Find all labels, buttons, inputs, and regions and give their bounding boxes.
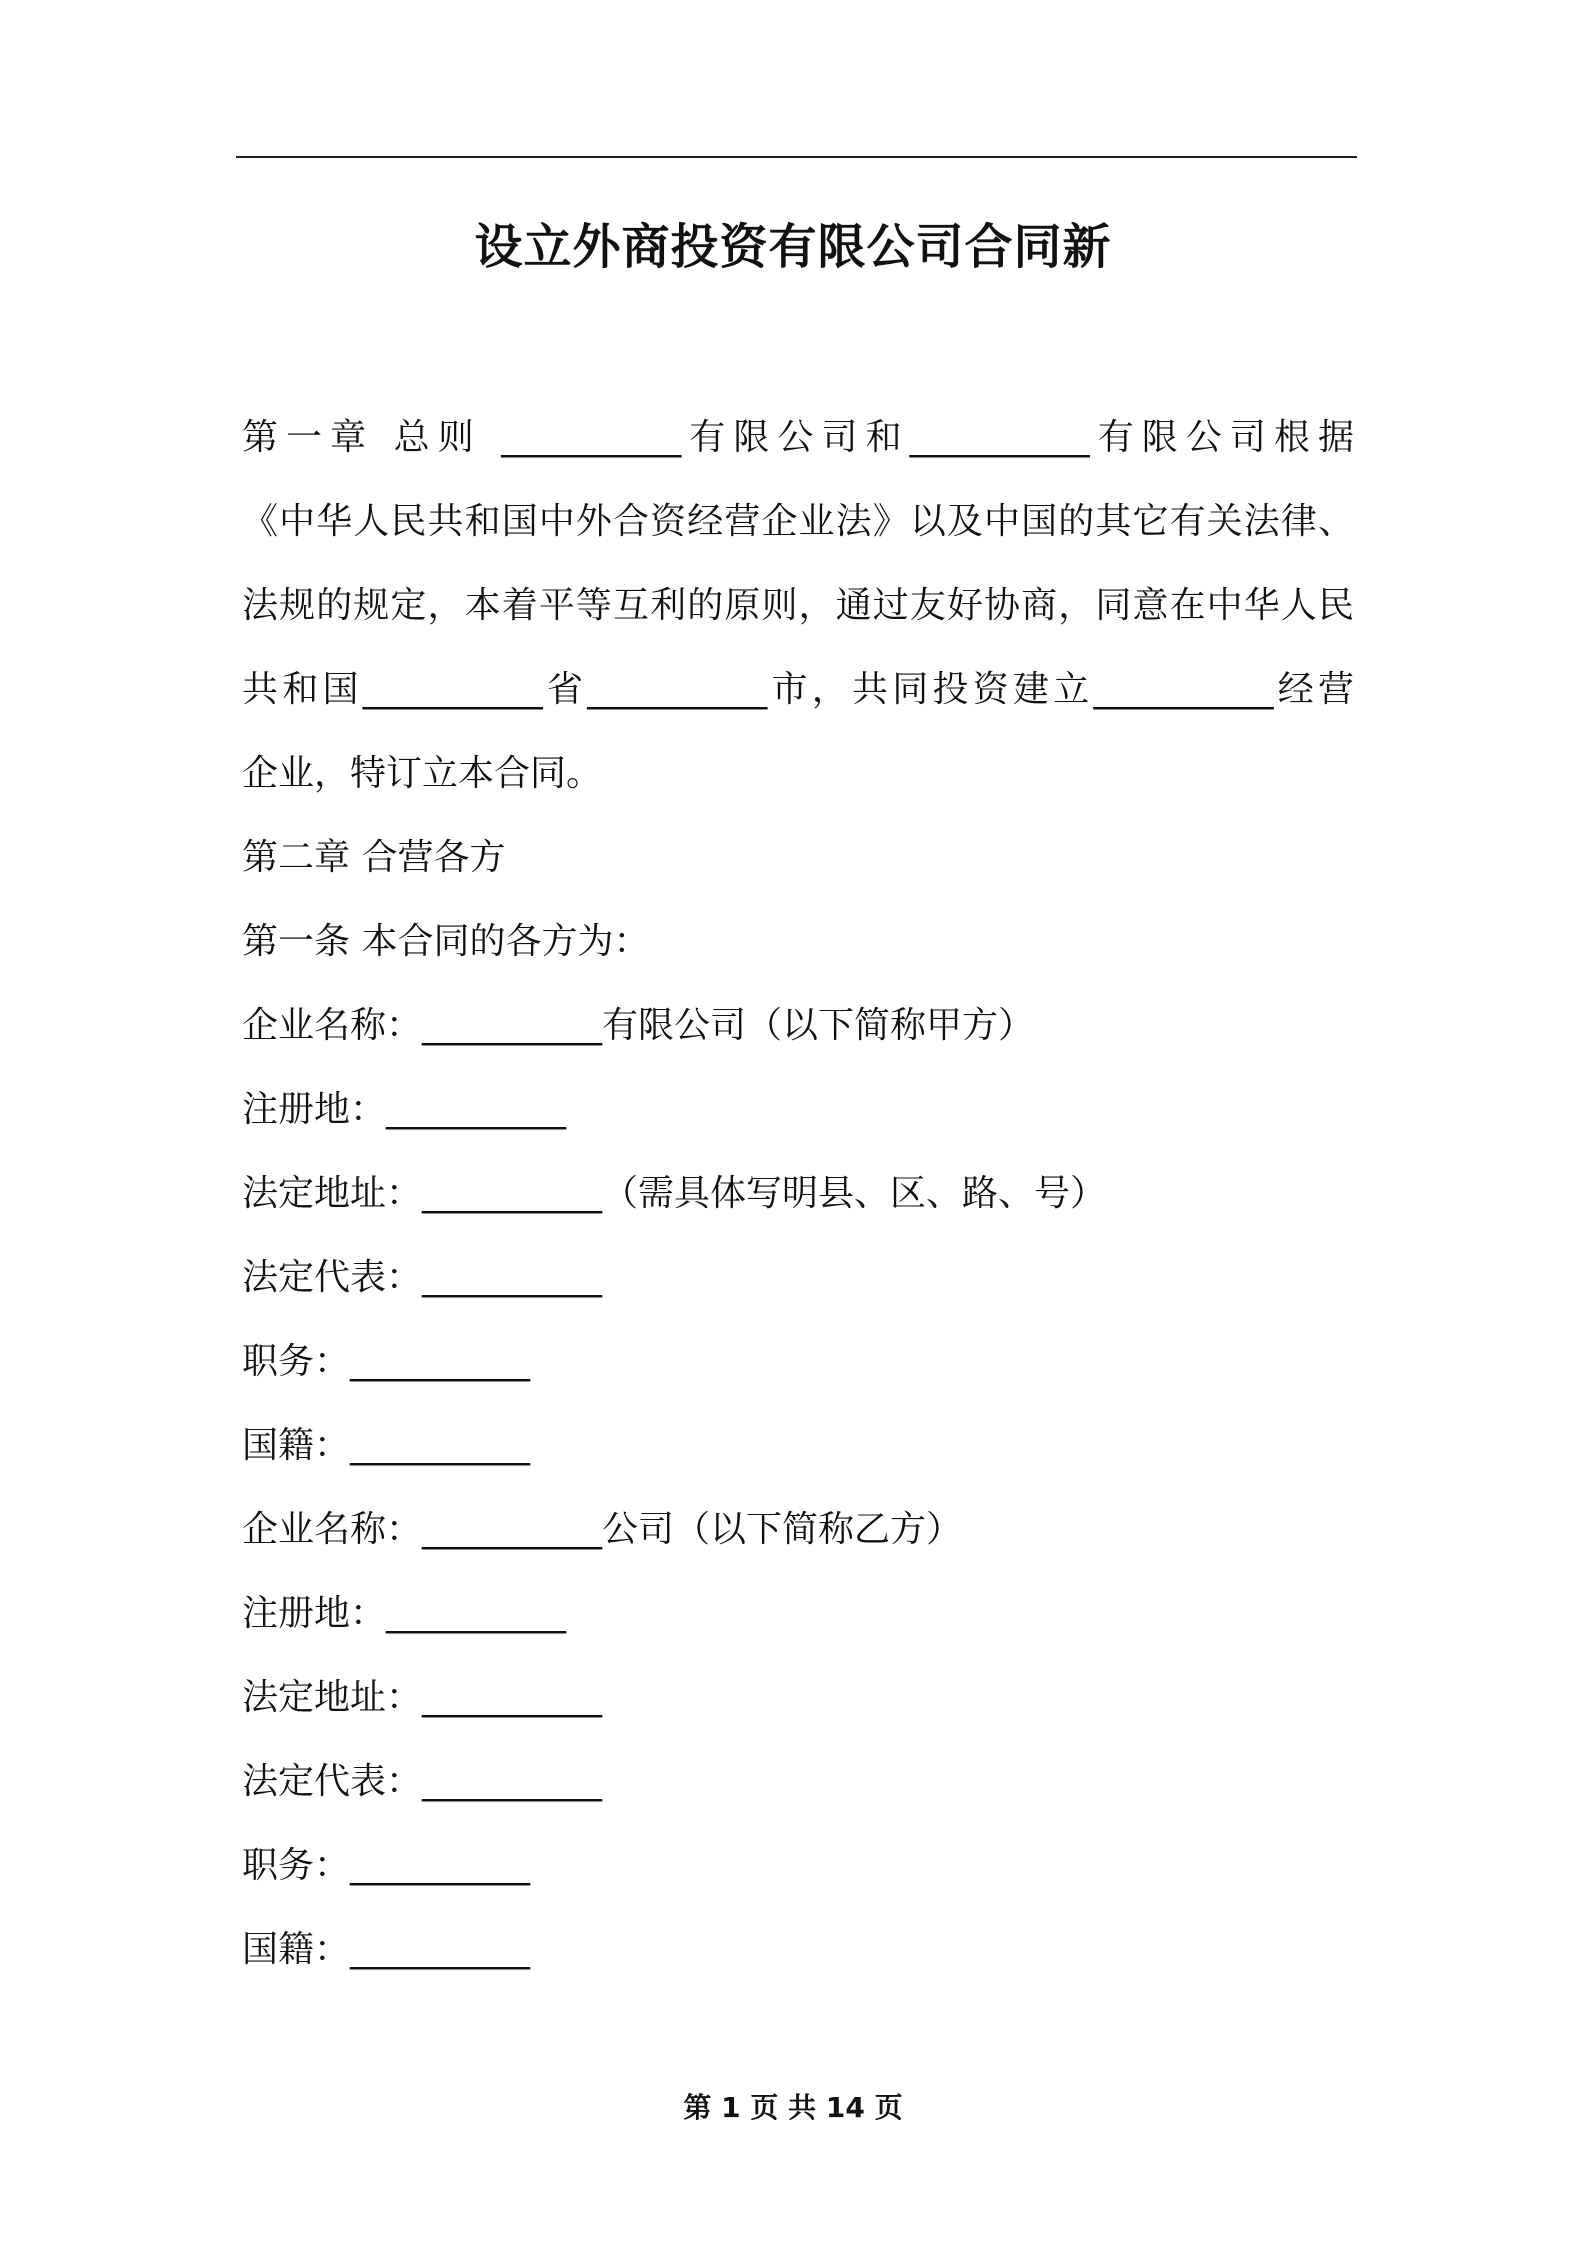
paragraph-line: 企业，特订立本合同。 [242, 753, 603, 794]
form-field-registered-place-b: 注册地：__________ [242, 1593, 567, 1634]
form-field-position-b: 职务：__________ [242, 1845, 531, 1886]
page-number: 第 1 页 共 14 页 [683, 2091, 903, 2124]
document-body [242, 396, 1354, 1992]
paragraph-line: 《中华人民共和国中外合资经营企业法》以及中国的其它有关法律、 [242, 501, 1354, 542]
form-field-legal-address-a: 法定地址：__________（需具体写明县、区、路、号） [242, 1173, 1107, 1214]
document-title: 设立外商投资有限公司合同新 [474, 219, 1112, 275]
chapter-heading: 第二章 合营各方 [242, 837, 506, 878]
paragraph-line: 法规的规定，本着平等互利的原则，通过友好协商，同意在中华人民 [242, 585, 1354, 626]
form-field-legal-representative-a: 法定代表：__________ [242, 1257, 603, 1298]
header-rule [236, 156, 1357, 158]
paragraph-line: 第一章 总则 __________有限公司和__________有限公司根据 [242, 417, 1354, 458]
form-field-nationality-b: 国籍：__________ [242, 1929, 531, 1970]
form-field-company-name-a: 企业名称：__________有限公司（以下简称甲方） [242, 1005, 1035, 1046]
form-field-company-name-b: 企业名称：__________公司（以下简称乙方） [242, 1509, 963, 1550]
paragraph-line: 共和国__________省__________市，共同投资建立__________经营 [242, 669, 1354, 710]
form-field-legal-address-b: 法定地址：__________ [242, 1677, 603, 1718]
form-field-registered-place-a: 注册地：__________ [242, 1089, 567, 1130]
form-field-position-a: 职务：__________ [242, 1341, 531, 1382]
form-field-legal-representative-b: 法定代表：__________ [242, 1761, 603, 1802]
form-field-nationality-a: 国籍：__________ [242, 1425, 531, 1466]
article-heading: 第一条 本合同的各方为： [242, 921, 650, 962]
